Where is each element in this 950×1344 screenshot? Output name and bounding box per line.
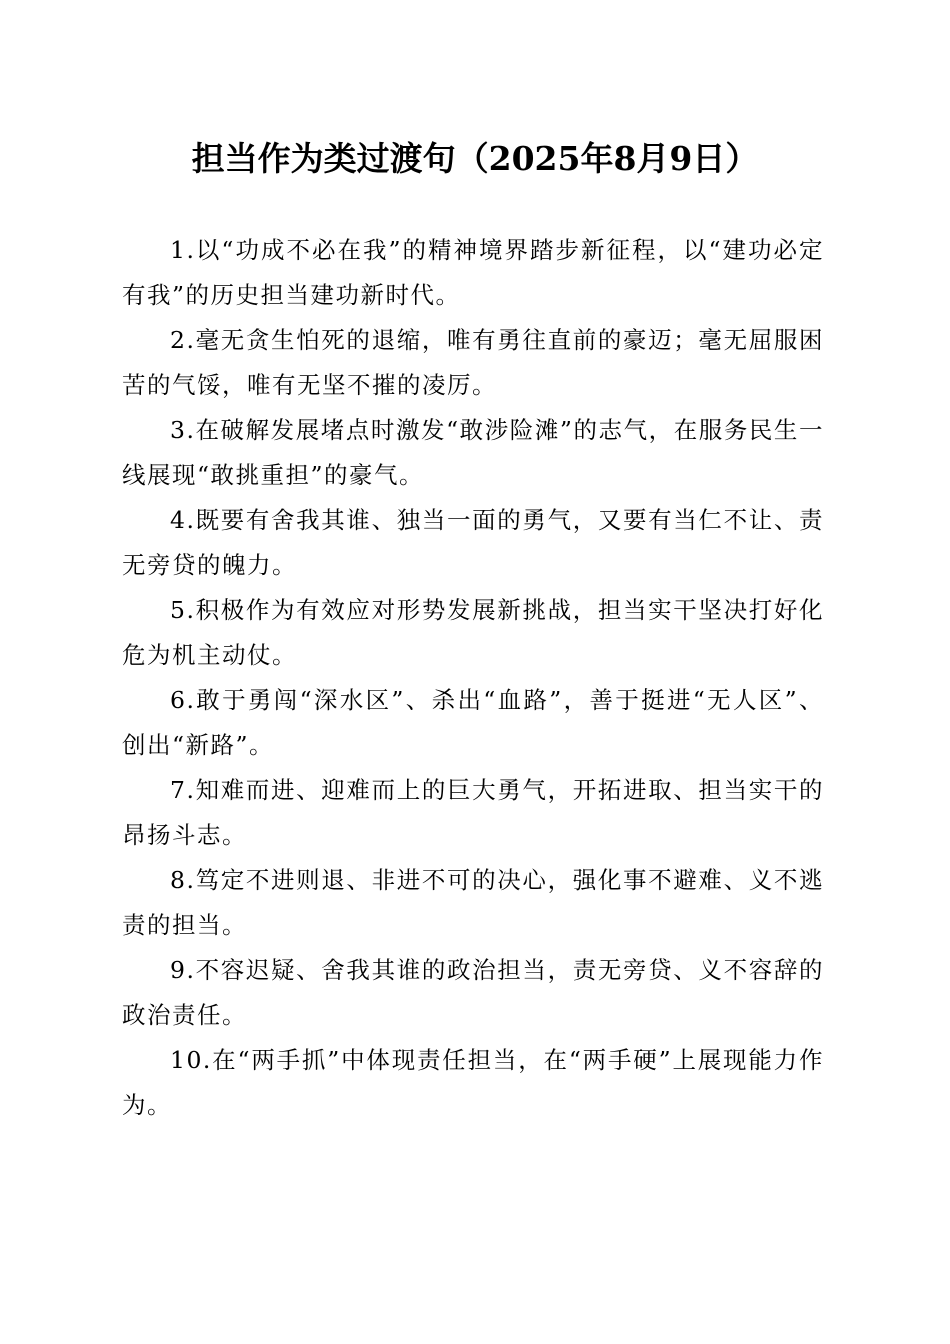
paragraph-9: 9.不容迟疑、舍我其谁的政治担当，责无旁贷、义不容辞的政治责任。	[122, 956, 824, 1029]
paragraph-7: 7.知难而进、迎难而上的巨大勇气，开拓进取、担当实干的昂扬斗志。	[122, 776, 824, 849]
paragraph-2: 2.毫无贪生怕死的退缩，唯有勇往直前的豪迈；毫无屈服困苦的气馁，唯有无坚不摧的凌厉。	[122, 326, 824, 399]
paragraph-10: 10.在“两手抓”中体现责任担当，在“两手硬”上展现能力作为。	[122, 1046, 824, 1119]
paragraph-6: 6.敢于勇闯“深水区”、杀出“血路”，善于挺进“无人区”、创出“新路”。	[122, 686, 824, 759]
paragraph-5: 5.积极作为有效应对形势发展新挑战，担当实干坚决打好化危为机主动仗。	[122, 596, 824, 669]
document-title: 担当作为类过渡句（2025年8月9日）	[191, 139, 759, 178]
paragraph-8: 8.笃定不进则退、非进不可的决心，强化事不避难、义不逃责的担当。	[122, 866, 824, 939]
paragraph-1: 1.以“功成不必在我”的精神境界踏步新征程，以“建功必定有我”的历史担当建功新时代。	[122, 236, 824, 309]
paragraph-4: 4.既要有舍我其谁、独当一面的勇气，又要有当仁不让、责无旁贷的魄力。	[122, 506, 824, 579]
paragraph-3: 3.在破解发展堵点时激发“敢涉险滩”的志气，在服务民生一线展现“敢挑重担”的豪气。	[122, 416, 824, 489]
document-body	[122, 228, 824, 1128]
